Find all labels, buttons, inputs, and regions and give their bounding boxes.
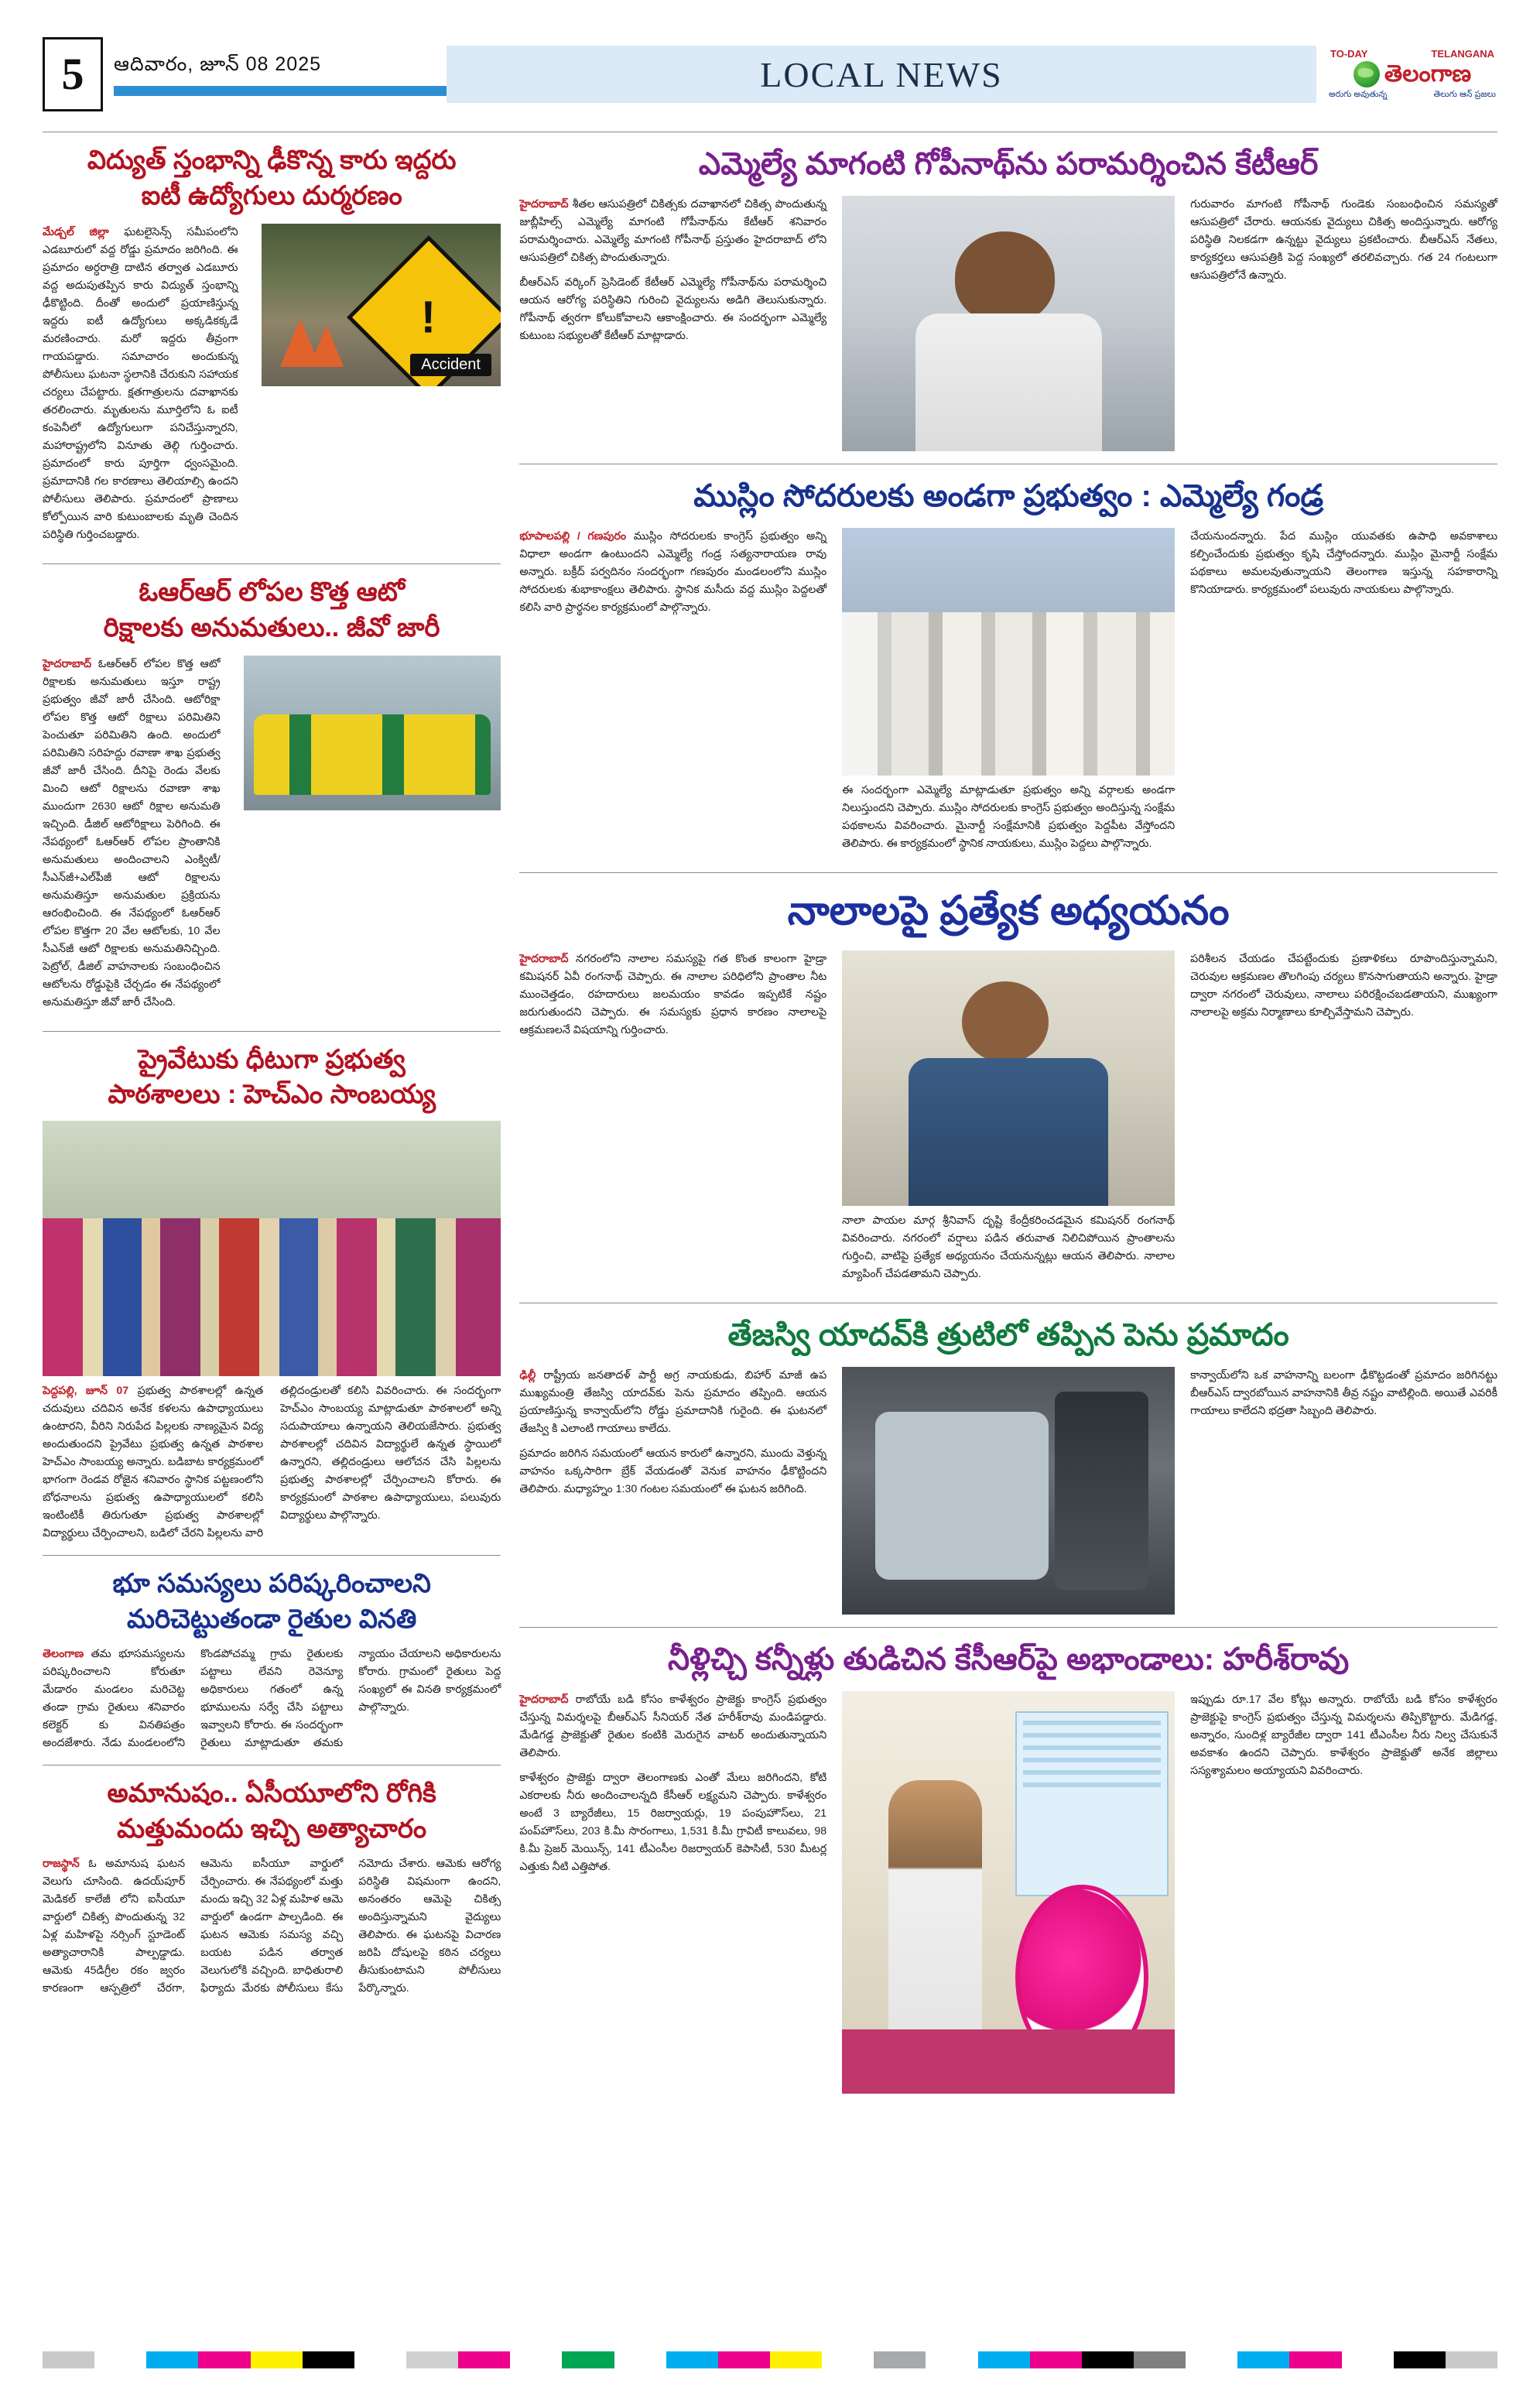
left-column xyxy=(43,143,501,2000)
page-columns xyxy=(43,143,1497,2094)
article-body-2: ఈ సందర్భంగా ఎమ్మెల్యే మాట్లాడుతూ ప్రభుత్వం అన్ని వర్గాలకు అండగా నిలుస్తుందని చెప్పారు. ముస్లిం సోదరులకు కాంగ్రెస్‌ ప్రభుత్వం అందిస్తున్న సంక్షేమ పథకాలను వివరించారు. మైనార్టీ సంక్షేమానికి ప్రభుత్వం పెద్దపీట వేస్తోందని తెలిపారు. ఈ కార్యక్రమంలో స్థానిక నాయకులు, ముస్లిం పెద్దలు పాల్గొన్నారు. xyxy=(842,784,1176,850)
divider-left-1 xyxy=(43,563,501,564)
dateline: రాజస్థాన్ xyxy=(43,1857,80,1870)
article-text: ప్రభుత్వ పాఠశాలల్లో ఉన్నత చదువులు చదివిన అనేక కళలను ఉపాధ్యాయులు ఉంటారని, వీరిని నిరుపేద పిల్లలకు నాణ్యమైన విద్య అందుతుందని ప్రైవేటు ప్రభుత్వ ఉన్నత పాఠశాల హెచ్‌ఎం సాంబయ్య అన్నారు. బడిబాట కార్యక్రమంలో భాగంగా రెండవ రోజైన శనివారం స్థానిక పట్టణంలోని బోధనాలను ప్రభుత్వ ఉపాధ్యాయులలో కలిసి ఇంటింటికీ తిరుగుతూ ప్రభుత్వ పాఠశాలల్లో విద్యార్థులు చేర్పించాలని, బడిలో చేరని పిల్లలను వారి తల్లిదండ్రులతో కలిసి వివరించారు. ఈ సందర్భంగా హెచ్‌ఎం సాంబయ్య మాట్లాడుతూ పాఠశాలలో అన్ని సదుపాయాలు ఉన్నాయని తెలియజేసారు. ప్రభుత్వ పాఠశాలల్లో చదివిన విద్యార్థులే ఉన్నత స్థాయిలో ఉన్నారని, తల్లిదండ్రులు ఆలోచన చేసి పిల్లలను ప్రభుత్వ పాఠశాలల్లో చేర్పించాలని కోరారు. ఈ కార్యక్రమంలో పాఠశాల ఉపాధ్యాయులు, పలువురు విద్యార్థులు పాల్గొన్నారు. xyxy=(43,1385,501,1540)
article-muslim-support xyxy=(519,475,1497,860)
article-headline-line1: అమానుషం.. ఏసీయూలోని రోగికి xyxy=(107,1779,436,1809)
article-headline-line2: రిక్షాలకు అనుమతులు.. జీవో జారీ xyxy=(103,612,440,642)
article-body xyxy=(519,196,826,267)
article-headline: తేజస్వి యాదవ్‌కి త్రుటిలో తప్పిన పెను ప్రమాదం xyxy=(727,1318,1289,1353)
divider-right-2 xyxy=(519,872,1497,873)
car-interior-photo xyxy=(842,1367,1175,1615)
article-body xyxy=(519,528,826,617)
officer-interview-photo xyxy=(842,950,1175,1206)
article-text: ఘటలైసెన్స్ సమీపంలోని ఎడబూరులో వద్ద రోడ్డు ప్రమాదం జరిగింది. ఈ ప్రమాదం అర్ధరాత్రి దాటిన తర్వాత ఎడబూరు వద్ద అదుపుతప్పిన కారు విద్యుత్ స్తంభాన్ని ఢీకొట్టింది. దీంతో అందులో ప్రయాణిస్తున్న ఇద్దరు ఐటీ ఉద్యోగులు అక్కడికక్కడే మరణించారు. మరో ఇద్దరు తీవ్రంగా గాయపడ్డారు. సమాచారం అందుకున్న పోలీసులు ఘటనా స్థలానికి చేరుకుని సహాయక చర్యలు చేపట్టారు. క్షతగాత్రులను దవాఖానకు తరలించారు. మృతులను మూర్తిలోని ఓ ఐటీ కంపెనీలో ఉద్యోగులుగా పనిచేస్తున్నారని, మహారాష్ట్రలోని వినూతు తెల్గి గుర్తించారు. ప్రమాదంలో కారు పూర్తిగా ధ్వంసమైంది. ప్రమాదానికి గల కారణాలు తెలియాల్సి ఉందని పోలీసులు తెలిపారు. ప్రమాదంలో ప్రాణాలు కోల్పోయిన వారి కుటుంబాలకు మృతి చెందిన పరిస్థితి గుర్తించబడ్డారు. xyxy=(43,225,238,541)
print-registration-color-bar xyxy=(43,2351,1497,2368)
article-body-3: కాన్వాయ్‌లోని ఒక వాహనాన్ని బలంగా ఢీకొట్టడంతో ప్రమాదం జరిగినట్టు బీఆర్ఎస్ ద్వారబోయిన వాహనానికి తీవ్ర నష్టం వాటిల్లింది. అయితే ఎవరికీ గాయాలు కాలేదని భద్రతా సిబ్బంది తెలిపారు. xyxy=(1190,1369,1497,1418)
article-body xyxy=(43,656,221,1012)
dateline: మేడ్చల్‌ జిల్లా xyxy=(43,225,109,238)
article-government-schools xyxy=(43,1043,501,1543)
article-body-3: చేయనుందన్నారు. పేద ముస్లిం యువతకు ఉపాధి అవకాశాలు కల్పించేందుకు ప్రభుత్వం కృషి చేస్తోందన్నారు. ముస్లిం మైనార్టీ సంక్షేమ పథకాలు అమలవుతున్నాయని తెలంగాణ ఇస్తున్న సహకారాన్ని కొనియాడారు. కార్యక్రమంలో పలువురు నాయకులు పాల్గొన్నారు. xyxy=(1190,530,1497,596)
article-headline: నాలాలపై ప్రత్యేక అధ్యయనం xyxy=(787,889,1230,933)
masthead xyxy=(43,31,1497,118)
speaker-figure xyxy=(888,1780,981,2070)
article-headline-line2: ఐటీ ఉద్యోగులు దుర్మరణం xyxy=(141,180,402,211)
logo-top-right: TELANGANA xyxy=(1431,47,1494,60)
article-body-2: ప్రమాదం జరిగిన సమయంలో ఆయన కారులో ఉన్నారని, ముందు వెళ్తున్న వాహనం ఒక్కసారిగా బ్రేక్ వేయడంతో వెనుక వాహనం ఢీకొట్టిందని తెలిపారు. మధ్యాహ్నం 1:30 గంటల సమయంలో ఈ ఘటన జరిగింది. xyxy=(519,1447,827,1496)
dateline: హైదరాబాద్ xyxy=(43,657,92,670)
article-text: రాష్ట్రీయ జనతాదళ్ పార్టీ అగ్ర నాయకుడు, బిహార్ మాజీ ఉప ముఖ్యమంత్రి తేజస్వి యాదవ్‌కు పెను ప్రమాదం తప్పింది. ఆయన ప్రయాణిస్తున్న కాన్వాయ్‌లోని రోడ్డు ప్రమాదానికి గురైంది. ఈ ఘటనలో తేజస్వి కి ఎలాంటి గాయాలు కాలేదు. xyxy=(519,1369,827,1436)
page-number: 5 xyxy=(43,37,103,111)
article-drain-study xyxy=(519,884,1497,1290)
date-rule xyxy=(114,86,447,96)
article-text: ఓఆర్ఆర్ లోపల కొత్త ఆటో రిక్షాలకు అనుమతులు ఇస్తూ రాష్ట్ర ప్రభుత్వం జీవో జారీ చేసింది. ఆటోరిక్షా లోపల కొత్త ఆటో రిక్షాలు పరిమితిని పెంచుతూ పరిమితిని ఉంది. అందులో పరిమితిని సరిహద్దు రవాణా శాఖ ప్రభుత్వ జీవో జారీ చేసింది. దీనిపై రెండు వేలకు మించి ఆటో రిక్షాలను రవాణా శాఖ ముందుగా 2630 ఆటో రిక్షాల అనుమతి ఇచ్చింది. డీజిల్ ఆటోరిక్షాలు పెరిగింది. ఈ నేపథ్యంలో ఓఆర్ఆర్ లోపల ప్రాంతానికి అనుమతులు అందించాలని ఎంక్విటీ/సీఎన్‌జీ+ఎల్‌పీజీ ఆటో రిక్షాలను అనుమతిస్తూ అనుమతుల ప్రక్రియను ఆరంభించింది. ఈ నేపథ్యంలో ఓఆర్ఆర్ లోపల కొత్తగా 20 వేల ఆటోలకు, 10 వేల సీఎన్‌జీ ఆటో రిక్షాలకు అనుమతినిచ్చింది. పెట్రోల్, డీజిల్ వాహనాలకు సంబంధించిన ఆటోలను రోడ్డుపైకి చేర్చడం ఈ నేపథ్యంలో అనుమతిస్తూ జీవో జారీ చేసింది. xyxy=(43,657,221,1009)
article-text: ఓ అమానుష ఘటన వెలుగు చూసింది. ఉదయ్‌పూర్‌ మెడికల్‌ కాలేజీ లోని ఐసీయూ వార్డులో చికిత్స పొందుతున్న 32 ఏళ్ల మహిళపై నర్సింగ్‌ స్టూడెంట్‌ అత్యాచారానికి పాల్పడ్డాడు. ఆమెకు 45డిగ్రీల రకం జ్వరం కారణంగా ఆస్పత్రిలో చేరగా, ఆమెను ఐసీయూ వార్డులో చేర్పించారు. ఈ నేపథ్యంలో మత్తు మందు ఇచ్చి 32 ఏళ్ల మహిళ ఆమె వార్డులో ఉండగా పాల్పడింది. ఈ ఘటన ఆమెకు సమస్య వచ్చి బయట పడిన తర్వాత వెలుగులోకి వచ్చింది. బాధితురాలి ఫిర్యాదు మేరకు పోలీసులు కేసు నమోదు చేశారు. ఆమెకు ఆరోగ్య పరిస్థితి విషమంగా ఉందని, అనంతరం ఆమెపై చికిత్స అందిస్తున్నామని వైద్యులు తెలిపారు. ఈ ఘటనపై విచారణ జరిపి దోషులపై కఠిన చర్యలు తీసుకుంటామని పోలీసులు పేర్కొన్నారు. xyxy=(43,1857,501,1995)
article-accident xyxy=(43,143,501,551)
right-column xyxy=(519,143,1497,2094)
article-body xyxy=(519,1367,826,1438)
article-body-2: నాలా పాయల మార్గ శ్రీనివాస్ దృష్టి కేంద్రీకరించడమైన కమిషనర్ రంగనాథ్ వివరించారు. నగరంలో వర్షాలు పడిన తరువాత నిలిచిపోయిన ప్రాంతాలను గుర్తించి, వాటిపై ప్రత్యేక అధ్యయనం చేయనున్నట్లు ఆయన తెలిపారు. నాలాల మ్యాపింగ్ చేపడతామని చెప్పారు. xyxy=(842,1214,1176,1281)
press-meet-table xyxy=(842,2029,1175,2094)
dateline: హైదరాబాద్ xyxy=(519,1694,569,1707)
article-hospital-assault xyxy=(43,1776,501,2000)
divider-right-4 xyxy=(519,1627,1497,1628)
globe-icon xyxy=(1353,61,1380,87)
accident-photo xyxy=(262,224,501,386)
article-text: రాబోయే బడి కోసం కాళేశ్వరం ప్రాజెక్టు కాంగ్రెస్ ప్రభుత్వం చేస్తున్న విమర్శలపై బీఆర్ఎస్ సీనియర్ నేత హరీశ్‌రావు మండిపడ్డారు. మేడిగడ్డ ప్రాజెక్టుతో రైతుల కంటికి మెరుగైన వాటర్ అందుతున్నాయని తెలిపారు. xyxy=(519,1694,827,1760)
dateline: హైదరాబాద్ xyxy=(519,198,569,211)
article-body-2: బీఆర్ఎస్ వర్కింగ్ ప్రెసిడెంట్ కేటీఆర్ ఎమ్మెల్యే గోపీనాథ్‌ను పరామర్శించి ఆయన ఆరోగ్య పరిస్థితిని గురించి వైద్యులను అడిగి తెలుసుకున్నారు. గోపీనాథ్ త్వరగా కోలుకోవాలని ఆకాంక్షించారు. ఈ సందర్భంగా ఎమ్మెల్యే కుటుంబ సభ్యులతో కేటీఆర్ మాట్లాడారు. xyxy=(519,276,827,342)
warning-sign-icon: ! xyxy=(347,235,501,386)
article-ktr-visit xyxy=(519,143,1497,451)
article-headline: నీళ్లిచ్చి కన్నీళ్లు తుడిచిన కేసీఆర్‌పై అభాండాలు: హరీశ్‌రావు xyxy=(668,1642,1350,1677)
section-title: LOCAL NEWS xyxy=(760,54,1003,94)
school-women-photo xyxy=(43,1121,501,1376)
dateline: తెలంగాణ xyxy=(43,1648,84,1661)
article-headline-line2: పాఠశాలలు : హెచ్‌ఎం సాంబయ్య xyxy=(108,1080,436,1110)
article-headline-line1: భూ సమస్యలు పరిష్కరించాలని xyxy=(112,1569,431,1599)
section-title-bar xyxy=(447,46,1316,103)
article-headline-line1: విద్యుత్ స్తంభాన్ని ఢీకొన్న కారు ఇద్దరు xyxy=(87,146,457,175)
article-tejashwi-accident xyxy=(519,1314,1497,1615)
article-headline-line2: మరిచెట్టుతండా రైతుల వినతి xyxy=(126,1604,417,1635)
logo-bottom-left: అరుగు అవుతున్న xyxy=(1329,89,1388,99)
article-body xyxy=(519,950,826,1039)
divider-left-2 xyxy=(43,1031,501,1032)
article-body xyxy=(43,1855,501,2000)
article-headline-line1: ఓఆర్ఆర్ లోపల కొత్త ఆటో xyxy=(139,577,405,607)
ktr-portrait-photo xyxy=(842,196,1175,451)
logo-name: తెలంగాణ xyxy=(1384,60,1472,87)
article-body-3: గురువారం మాగంటి గోపీనాథ్ గుండెకు సంబంధించిన సమస్యతో ఆసుపత్రిలో చేరారు. ఆయనకు వైద్యులు చికిత్స అందిస్తున్నారు. ఆరోగ్య పరిస్థితి నిలకడగా ఉన్నట్టు వైద్యులు ప్రకటించారు. బీఆర్ఎస్ నేతలు, కార్యకర్తలు ఆసుపత్రికి పెద్ద సంఖ్యలో తరలివచ్చారు. గత 24 గంటలుగా ఆసుపత్రిలోనే ఉన్నారు. xyxy=(1190,198,1497,282)
article-body xyxy=(43,1646,501,1752)
auto-rickshaws-photo xyxy=(244,656,501,810)
article-body xyxy=(43,224,238,544)
brs-press-meet-photo xyxy=(842,1691,1175,2094)
article-body xyxy=(43,1382,501,1543)
dateline: ఢిల్లీ xyxy=(519,1369,536,1382)
article-body xyxy=(519,1691,826,1762)
article-headline-line1: ప్రైవేటుకు ధీటుగా ప్రభుత్వ xyxy=(138,1044,406,1074)
article-body-3: పరిశీలన చేయడం చేపట్టేందుకు ప్రణాళికలు రూపొందిస్తున్నామని, చెరువుల ఆక్రమణల తొలగింపు చర్యలు కొనసాగుతాయని అన్నారు. హైడ్రా ద్వారా నగరంలో చెరువులు, నాలాలు పరిరక్షించబడతాయని, ముఖ్యంగా నాలాలపై అక్రమ నిర్మాణాలు కూల్చివేస్తామని చెప్పారు. xyxy=(1190,953,1497,1019)
presentation-screen xyxy=(1015,1711,1169,1896)
dateline: భూపాలపల్లి / గణపురం xyxy=(519,530,627,543)
article-land-issues xyxy=(43,1567,501,1752)
article-text: నగరంలోని నాలాల సమస్యపై గత కొంత కాలంగా హైడ్రా కమిషనర్ ఏవీ రంగనాథ్ చెప్పారు. ఈ నాలాల పరిధిలోని ప్రాంతాల నీట ముంచెత్తడం, రహదారులు జలమయం కావడం ఇప్పటికే నష్టం జరుగుతుందని చెప్పారు. ఈ సమస్యకు ప్రధాన కారణం నాలాలపై ఆక్రమణలనే విషయాన్ని గుర్తించారు. xyxy=(519,953,827,1037)
accident-photo-label: Accident xyxy=(410,354,491,376)
date-block xyxy=(114,53,447,96)
logo-bottom-right: తెలుగు ఆన్ ప్రజలు xyxy=(1433,89,1496,99)
article-headline: ఎమ్మెల్యే మాగంటి గోపీనాథ్‌ను పరామర్శించిన కేటీఆర్ xyxy=(698,147,1319,181)
article-body-2: కాళేశ్వరం ప్రాజెక్టు ద్వారా తెలంగాణకు ఎంతో మేలు జరిగిందని, కోటి ఎకరాలకు నీరు అందించాలన్నది కేసీఆర్ లక్ష్యమని చెప్పారు. కాళేశ్వరం అంటే 3 బ్యారేజీలు, 15 రిజర్వాయర్లు, 19 పంపుహౌస్‌లు, 21 పంప్‌హౌస్‌లు, 203 కి.మీ సొరంగాలు, 1,531 కి.మీ గ్రావిటీ కాలువలు, 98 కి.మీ ప్రెజర్ మెయిన్స్, 141 టీఎంసీల రిజర్వాయర్ కెపాసిటీ, 530 మీటర్ల ఎత్తుకు నీటి ఎత్తిపోత. xyxy=(519,1772,827,1874)
article-text: తమ భూసమస్యలను పరిష్కరించాలని కోరుతూ మేడారం మండలం మరిచెట్ట తండా గ్రామ రైతులు శనివారం కలెక్టర్ కు వినతిపత్రం అందజేశారు. నేడు మండలంలోని కొండపోచమ్మ గ్రామ రైతులకు పట్టాలు లేవని రెవెన్యూ అధికారులు గతంలో ఉన్న భూములను సర్వే చేసి పట్టాలు ఇవ్వాలని కోరారు. ఈ సందర్భంగా రైతులు మాట్లాడుతూ తమకు న్యాయం చేయాలని అధికారులను కోరారు. గ్రామంలో రైతులు పెద్ద సంఖ్యలో ఈ వినతి కార్యక్రమంలో పాల్గొన్నారు. xyxy=(43,1648,501,1750)
dateline: హైదరాబాద్ xyxy=(519,953,569,966)
publication-date: ఆదివారం, జూన్ 08 2025 xyxy=(114,53,322,75)
article-text: ముస్లిం సోదరులకు కాంగ్రెస్‌ ప్రభుత్వం అన్ని విధాలా అండగా ఉంటుందని ఎమ్మెల్యే గండ్ర సత్యనారాయణ రావు అన్నారు. బక్రీద్ పర్వదినం సందర్భంగా గణపురం మండలంలోని ముస్లిం సోదరులకు శుభాకాంక్షలు తెలిపారు. స్థానిక మసీదు వద్ద ముస్లిం పెద్దలతో కలిసి వారి ప్రార్థనల కార్యక్రమంలో పాల్గొన్నారు. xyxy=(519,530,827,614)
divider-left-3 xyxy=(43,1555,501,1556)
article-body-3: ఇప్పుడు రూ.17 వేల కోట్లు అన్నారు. రాబోయే బడి కోసం కాళేశ్వరం ప్రాజెక్టుపై కాంగ్రెస్ ప్రభుత్వం చేస్తున్న విమర్శలను తిప్పికొట్టారు. మేడిగడ్డ, అన్నారం, సుందిళ్ల బ్యారేజీల ద్వారా 141 టీఎంసీల నీరు నిల్వ చేసుకునే అవకాశం ఉందని చెప్పారు. కాళేశ్వరం ప్రాజెక్టుతో అనేక జిల్లాలు సస్యశ్యామలం అయ్యాయని వివరించారు. xyxy=(1190,1694,1497,1778)
rally-greeting-photo xyxy=(842,528,1175,776)
article-text: శీతల ఆసుపత్రిలో చికిత్సకు దవాఖానలో చికిత్స పొందుతున్న జుబ్లీహిల్స్‌ ఎమ్మెల్యే మాగంటి గోపీనాథ్‌ను కేటీఆర్ శనివారం పరామర్శించారు. ఎమ్మెల్యే మాగంటి గోపీనాథ్ ప్రస్తుతం హైదరాబాద్ లోని ఆసుపత్రిలో చికిత్స పొందుతున్నారు. xyxy=(519,198,827,264)
article-harish-rao xyxy=(519,1639,1497,2094)
article-auto-permits xyxy=(43,575,501,1019)
dateline: పెద్దపల్లి, జూన్ 07 xyxy=(43,1385,129,1398)
article-headline: ముస్లిం సోదరులకు అండగా ప్రభుత్వం : ఎమ్మెల్యే గండ్ర xyxy=(693,479,1324,513)
newspaper-logo xyxy=(1327,48,1497,101)
article-headline-line2: మత్తుమందు ఇచ్చి అత్యాచారం xyxy=(117,1814,427,1844)
logo-top-left: TO-DAY xyxy=(1330,47,1368,60)
